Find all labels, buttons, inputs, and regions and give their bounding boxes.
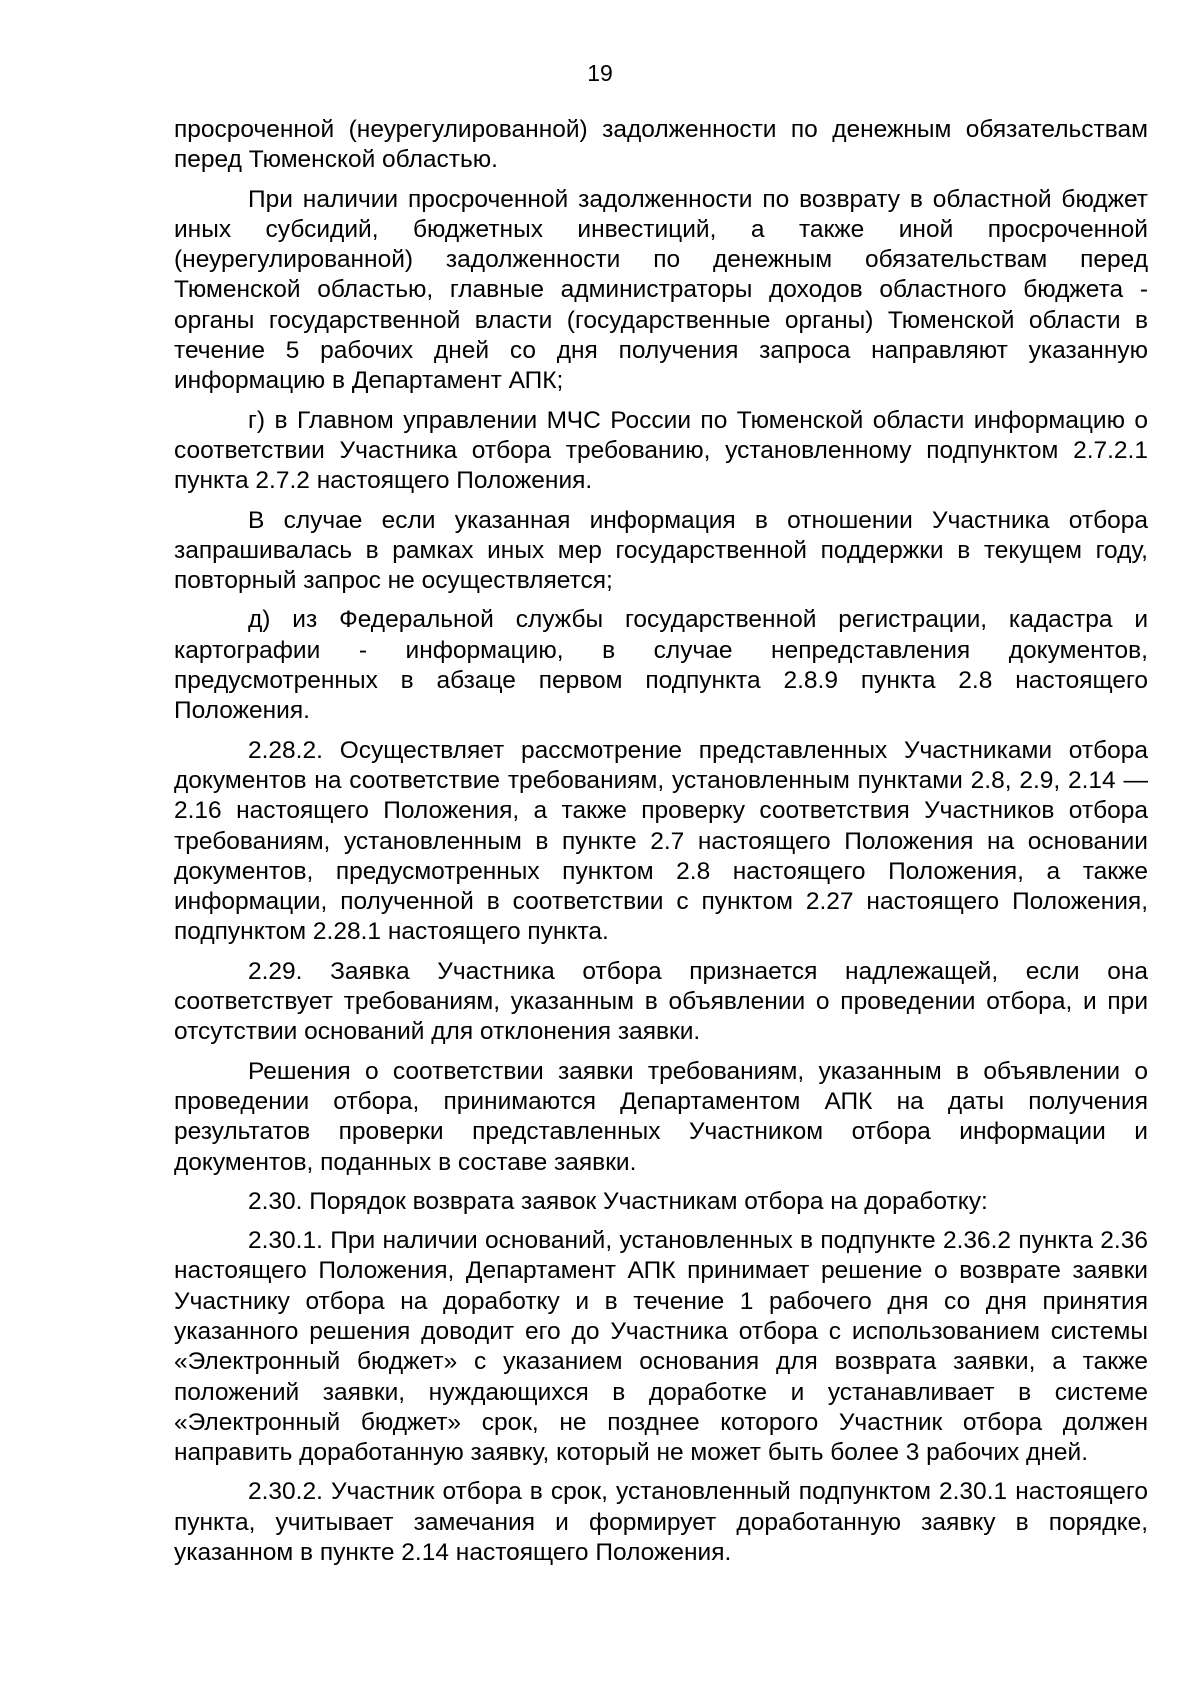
paragraph-item-d: д) из Федеральной службы государственной регистрации, кадастра и картографии - информацию, в случае непредставления документов, предусмотренных в абзаце первом подпункта 2.8.9 пункта 2.8 настоящего Положения. [174,606,1148,725]
paragraph-item-g: г) в Главном управлении МЧС России по Тюменской области информацию о соответствии Участника отбора требованию, установленному подпунктом 2.7.2.1 пункта 2.7.2 настоящего Положения. [174,406,1148,495]
paragraph-overdue-debt: При наличии просроченной задолженности по возврату в областной бюджет иных субсидий, бюджетных инвестиций, а также иной просроченной (неурегулированной) задолженности по денежным обязательствам перед Тюменской областью, главные администраторы доходов областного бюджета - органы государственной власти (государственные органы) Тюменской области в течение 5 рабочих дней со дня получения запроса направляют указанную информацию в Департамент АПК; [174,185,1148,395]
paragraph-2-29: 2.29. Заявка Участника отбора признается надлежащей, если она соответствует требованиям, указанным в объявлении о проведении отбора, и при отсутствии оснований для отклонения заявки. [174,957,1148,1046]
paragraph-2-30-2: 2.30.2. Участник отбора в срок, установленный подпунктом 2.30.1 настоящего пункта, учитывает замечания и формирует доработанную заявку в порядке, указанном в пункте 2.14 настоящего Положения. [174,1478,1148,1567]
paragraph-decisions: Решения о соответствии заявки требованиям, указанным в объявлении о проведении отбора, принимаются Департаментом АПК на даты получения результатов проверки представленных Участником отбора информации и документов, поданных в составе заявки. [174,1057,1148,1176]
paragraph-continuation: просроченной (неурегулированной) задолженности по денежным обязательствам перед Тюменской областью. [174,116,1148,174]
paragraph-repeat-request: В случае если указанная информация в отношении Участника отбора запрашивалась в рамках иных мер государственной поддержки в текущем году, повторный запрос не осуществляется; [174,506,1148,595]
paragraph-2-30: 2.30. Порядок возврата заявок Участникам отбора на доработку: [248,1187,988,1215]
paragraph-2-30-1: 2.30.1. При наличии оснований, установленных в подпункте 2.36.2 пункта 2.36 настоящего Положения, Департамент АПК принимает решение о возврате заявки Участнику отбора на доработку и в течение 1 рабочего дня со дня принятия указанного решения доводит его до Участника отбора с использованием системы «Электронный бюджет» с указанием основания для возврата заявки, а также положений заявки, нуждающихся в доработке и устанавливает в системе «Электронный бюджет» срок, не позднее которого Участник отбора должен направить доработанную заявку, который не может быть более 3 рабочих дней. [174,1227,1148,1467]
page-number: 19 [587,60,613,86]
paragraph-2-28-2: 2.28.2. Осуществляет рассмотрение представленных Участниками отбора документов на соответствие требованиям, установленным пунктами 2.8, 2.9, 2.14 — 2.16 настоящего Положения, а также проверку соответствия Участников отбора требованиям, установленным в пункте 2.7 настоящего Положения на основании документов, предусмотренных пунктом 2.8 настоящего Положения, а также информации, полученной в соответствии с пунктом 2.27 настоящего Положения, подпунктом 2.28.1 настоящего пункта. [174,736,1148,946]
document-body [174,115,1148,1577]
